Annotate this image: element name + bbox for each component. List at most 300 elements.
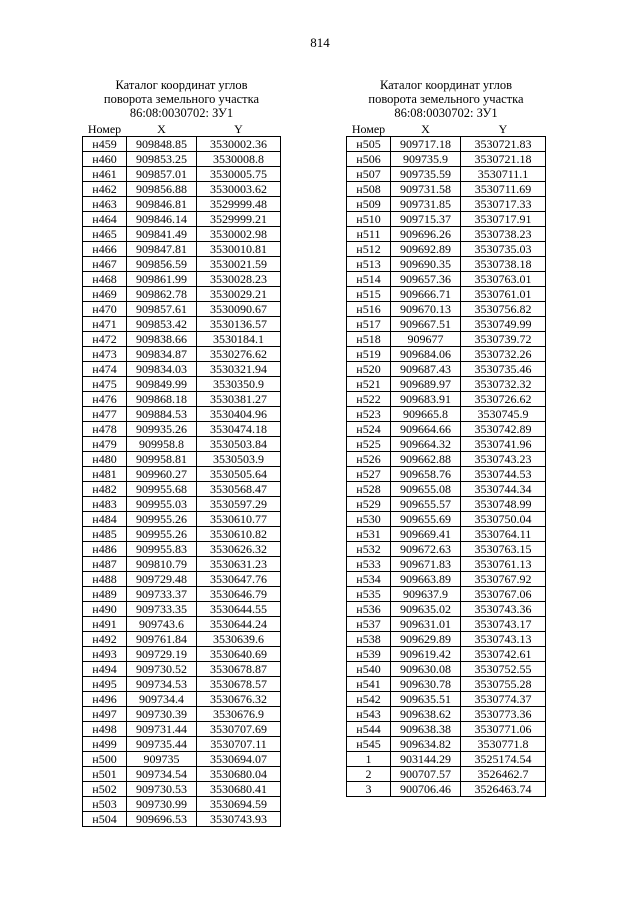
y-coordinate-cell: 3530744.34 (461, 482, 546, 497)
x-coordinate-cell: 909856.59 (127, 257, 197, 272)
y-coordinate-cell: 3530676.9 (197, 707, 281, 722)
table-row (347, 167, 546, 182)
x-coordinate-cell: 909856.88 (127, 182, 197, 197)
y-coordinate-cell: 3530764.11 (461, 527, 546, 542)
y-coordinate-cell: 3530644.24 (197, 617, 281, 632)
y-coordinate-cell: 3530707.69 (197, 722, 281, 737)
y-coordinate-cell: 3530711.1 (461, 167, 546, 182)
point-number-cell: н480 (83, 452, 127, 467)
x-coordinate-cell: 909671.83 (391, 557, 461, 572)
point-number-cell: н523 (347, 407, 391, 422)
y-coordinate-cell: 3530610.82 (197, 527, 281, 542)
page-number: 814 (310, 35, 330, 50)
point-number-cell: н542 (347, 692, 391, 707)
table-row (83, 677, 281, 692)
y-coordinate-cell: 3530763.01 (461, 272, 546, 287)
x-coordinate-cell: 909733.35 (127, 602, 197, 617)
y-coordinate-cell: 3530003.62 (197, 182, 281, 197)
point-number-cell: н541 (347, 677, 391, 692)
table-row (83, 212, 281, 227)
table-row (83, 182, 281, 197)
x-coordinate-cell: 909733.37 (127, 587, 197, 602)
table-row (83, 392, 281, 407)
table-row (347, 287, 546, 302)
table-row (83, 692, 281, 707)
table-row (83, 452, 281, 467)
y-coordinate-cell: 3530568.47 (197, 482, 281, 497)
right-title-line-3: 86:08:0030702: ЗУ1 (394, 106, 498, 120)
x-coordinate-cell: 909655.08 (391, 482, 461, 497)
y-coordinate-cell: 3530739.72 (461, 332, 546, 347)
point-number-cell: н483 (83, 497, 127, 512)
table-row (347, 482, 546, 497)
table-row (347, 392, 546, 407)
point-number-cell: н508 (347, 182, 391, 197)
point-number-cell: 1 (347, 752, 391, 767)
y-coordinate-cell: 3530639.6 (197, 632, 281, 647)
table-row (347, 707, 546, 722)
table-row (83, 812, 281, 827)
right-table-title (346, 78, 546, 120)
point-number-cell: н522 (347, 392, 391, 407)
x-coordinate-cell: 909655.57 (391, 497, 461, 512)
point-number-cell: н515 (347, 287, 391, 302)
y-coordinate-cell: 3530745.9 (461, 407, 546, 422)
point-number-cell: н499 (83, 737, 127, 752)
table-row (83, 302, 281, 317)
point-number-cell: н481 (83, 467, 127, 482)
point-number-cell: н490 (83, 602, 127, 617)
point-number-cell: н533 (347, 557, 391, 572)
x-coordinate-cell: 909730.53 (127, 782, 197, 797)
y-coordinate-cell: 3530726.62 (461, 392, 546, 407)
table-row (347, 632, 546, 647)
x-coordinate-cell: 909955.68 (127, 482, 197, 497)
point-number-cell: н461 (83, 167, 127, 182)
point-number-cell: н460 (83, 152, 127, 167)
point-number-cell: н494 (83, 662, 127, 677)
x-coordinate-cell: 909834.87 (127, 347, 197, 362)
x-coordinate-cell: 909635.51 (391, 692, 461, 707)
x-coordinate-cell: 909857.61 (127, 302, 197, 317)
y-coordinate-cell: 3530680.41 (197, 782, 281, 797)
point-number-cell: н463 (83, 197, 127, 212)
y-coordinate-cell: 3525174.54 (461, 752, 546, 767)
header-x: X (391, 122, 461, 137)
point-number-cell: н543 (347, 707, 391, 722)
table-row (347, 212, 546, 227)
table-row (347, 152, 546, 167)
y-coordinate-cell: 3530767.06 (461, 587, 546, 602)
x-coordinate-cell: 909834.03 (127, 362, 197, 377)
point-number-cell: н477 (83, 407, 127, 422)
point-number-cell: н535 (347, 587, 391, 602)
table-row (83, 707, 281, 722)
point-number-cell: н540 (347, 662, 391, 677)
table-row (347, 542, 546, 557)
x-coordinate-cell: 909861.99 (127, 272, 197, 287)
table-row (83, 647, 281, 662)
y-coordinate-cell: 3530597.29 (197, 497, 281, 512)
x-coordinate-cell: 909849.99 (127, 377, 197, 392)
x-coordinate-cell: 909958.8 (127, 437, 197, 452)
y-coordinate-cell: 3530732.26 (461, 347, 546, 362)
point-number-cell: н538 (347, 632, 391, 647)
table-row (347, 557, 546, 572)
y-coordinate-cell: 3530761.01 (461, 287, 546, 302)
x-coordinate-cell: 909663.89 (391, 572, 461, 587)
right-coordinate-catalog (346, 78, 546, 797)
x-coordinate-cell: 909638.38 (391, 722, 461, 737)
x-coordinate-cell: 909846.81 (127, 197, 197, 212)
point-number-cell: н489 (83, 587, 127, 602)
table-row (347, 587, 546, 602)
x-coordinate-cell: 909664.66 (391, 422, 461, 437)
table-row (83, 272, 281, 287)
x-coordinate-cell: 909731.85 (391, 197, 461, 212)
y-coordinate-cell: 3530028.23 (197, 272, 281, 287)
y-coordinate-cell: 3530774.37 (461, 692, 546, 707)
y-coordinate-cell: 3530755.28 (461, 677, 546, 692)
table-row (83, 422, 281, 437)
y-coordinate-cell: 3530743.13 (461, 632, 546, 647)
y-coordinate-cell: 3530744.53 (461, 467, 546, 482)
point-number-cell: 2 (347, 767, 391, 782)
y-coordinate-cell: 3530742.89 (461, 422, 546, 437)
point-number-cell: н512 (347, 242, 391, 257)
y-coordinate-cell: 3530743.17 (461, 617, 546, 632)
x-coordinate-cell: 909734.53 (127, 677, 197, 692)
table-row (347, 512, 546, 527)
x-coordinate-cell: 909689.97 (391, 377, 461, 392)
y-coordinate-cell: 3530743.93 (197, 812, 281, 827)
table-row (347, 617, 546, 632)
y-coordinate-cell: 3530721.83 (461, 137, 546, 152)
point-number-cell: н532 (347, 542, 391, 557)
table-row (83, 467, 281, 482)
x-coordinate-cell: 909857.01 (127, 167, 197, 182)
x-coordinate-cell: 909629.89 (391, 632, 461, 647)
table-row (83, 527, 281, 542)
table-row (347, 722, 546, 737)
y-coordinate-cell: 3530646.79 (197, 587, 281, 602)
table-row (83, 407, 281, 422)
point-number-cell: н504 (83, 812, 127, 827)
table-row (347, 362, 546, 377)
x-coordinate-cell: 909955.26 (127, 512, 197, 527)
table-row (347, 407, 546, 422)
point-number-cell: н493 (83, 647, 127, 662)
x-coordinate-cell: 909862.78 (127, 287, 197, 302)
table-row (83, 482, 281, 497)
point-number-cell: н459 (83, 137, 127, 152)
x-coordinate-cell: 909631.01 (391, 617, 461, 632)
point-number-cell: н537 (347, 617, 391, 632)
y-coordinate-cell: 3530136.57 (197, 317, 281, 332)
x-coordinate-cell: 909729.48 (127, 572, 197, 587)
table-row (83, 152, 281, 167)
point-number-cell: н465 (83, 227, 127, 242)
table-row (347, 467, 546, 482)
right-title-line-2: поворота земельного участка (368, 92, 524, 106)
table-row (347, 782, 546, 797)
x-coordinate-cell: 909729.19 (127, 647, 197, 662)
y-coordinate-cell: 3530680.04 (197, 767, 281, 782)
point-number-cell: н528 (347, 482, 391, 497)
x-coordinate-cell: 909846.14 (127, 212, 197, 227)
table-row (347, 272, 546, 287)
x-coordinate-cell: 909630.08 (391, 662, 461, 677)
x-coordinate-cell: 903144.29 (391, 752, 461, 767)
x-coordinate-cell: 909730.99 (127, 797, 197, 812)
x-coordinate-cell: 909734.54 (127, 767, 197, 782)
x-coordinate-cell: 909958.81 (127, 452, 197, 467)
table-row (347, 662, 546, 677)
table-row (347, 317, 546, 332)
y-coordinate-cell: 3530021.59 (197, 257, 281, 272)
table-row (347, 437, 546, 452)
point-number-cell: н536 (347, 602, 391, 617)
y-coordinate-cell: 3530631.23 (197, 557, 281, 572)
y-coordinate-cell: 3530711.69 (461, 182, 546, 197)
point-number-cell: н485 (83, 527, 127, 542)
point-number-cell: н492 (83, 632, 127, 647)
y-coordinate-cell: 3530644.55 (197, 602, 281, 617)
y-coordinate-cell: 3529999.48 (197, 197, 281, 212)
table-row (347, 602, 546, 617)
header-x: X (127, 122, 197, 137)
y-coordinate-cell: 3530694.59 (197, 797, 281, 812)
point-number-cell: н514 (347, 272, 391, 287)
x-coordinate-cell: 909687.43 (391, 362, 461, 377)
table-row (83, 257, 281, 272)
x-coordinate-cell: 909672.63 (391, 542, 461, 557)
y-coordinate-cell: 3530002.36 (197, 137, 281, 152)
y-coordinate-cell: 3530750.04 (461, 512, 546, 527)
x-coordinate-cell: 900706.46 (391, 782, 461, 797)
table-row (83, 377, 281, 392)
x-coordinate-cell: 909683.91 (391, 392, 461, 407)
table-row (347, 242, 546, 257)
table-row (83, 632, 281, 647)
point-number-cell: н474 (83, 362, 127, 377)
y-coordinate-cell: 3530771.8 (461, 737, 546, 752)
y-coordinate-cell: 3530743.23 (461, 452, 546, 467)
x-coordinate-cell: 909761.84 (127, 632, 197, 647)
header-y: Y (197, 122, 281, 137)
y-coordinate-cell: 3530647.76 (197, 572, 281, 587)
x-coordinate-cell: 900707.57 (391, 767, 461, 782)
x-coordinate-cell: 909731.58 (391, 182, 461, 197)
table-row (347, 767, 546, 782)
point-number-cell: н527 (347, 467, 391, 482)
point-number-cell: н468 (83, 272, 127, 287)
point-number-cell: н520 (347, 362, 391, 377)
y-coordinate-cell: 3530676.32 (197, 692, 281, 707)
y-coordinate-cell: 3530735.03 (461, 242, 546, 257)
x-coordinate-cell: 909734.4 (127, 692, 197, 707)
y-coordinate-cell: 3530276.62 (197, 347, 281, 362)
right-table-body (347, 137, 546, 797)
left-table-title (82, 78, 281, 120)
x-coordinate-cell: 909853.42 (127, 317, 197, 332)
y-coordinate-cell: 3530773.36 (461, 707, 546, 722)
point-number-cell: н521 (347, 377, 391, 392)
point-number-cell: н491 (83, 617, 127, 632)
point-number-cell: н519 (347, 347, 391, 362)
point-number-cell: н517 (347, 317, 391, 332)
point-number-cell: н506 (347, 152, 391, 167)
y-coordinate-cell: 3530381.27 (197, 392, 281, 407)
x-coordinate-cell: 909847.81 (127, 242, 197, 257)
table-row (83, 602, 281, 617)
point-number-cell: н530 (347, 512, 391, 527)
point-number-cell: н518 (347, 332, 391, 347)
table-row (83, 167, 281, 182)
y-coordinate-cell: 3530640.69 (197, 647, 281, 662)
left-coordinate-catalog (82, 78, 281, 827)
table-row (83, 587, 281, 602)
table-row (347, 182, 546, 197)
y-coordinate-cell: 3530678.57 (197, 677, 281, 692)
x-coordinate-cell: 909935.26 (127, 422, 197, 437)
point-number-cell: н495 (83, 677, 127, 692)
table-row (83, 662, 281, 677)
x-coordinate-cell: 909635.02 (391, 602, 461, 617)
table-row (347, 752, 546, 767)
y-coordinate-cell: 3530721.18 (461, 152, 546, 167)
table-row (83, 617, 281, 632)
right-title-line-1: Каталог координат углов (379, 78, 513, 92)
x-coordinate-cell: 909670.13 (391, 302, 461, 317)
point-number-cell: н484 (83, 512, 127, 527)
point-number-cell: н513 (347, 257, 391, 272)
x-coordinate-cell: 909731.44 (127, 722, 197, 737)
point-number-cell: н539 (347, 647, 391, 662)
y-coordinate-cell: 3530321.94 (197, 362, 281, 377)
y-coordinate-cell: 3530008.8 (197, 152, 281, 167)
x-coordinate-cell: 909730.39 (127, 707, 197, 722)
left-title-line-1: Каталог координат углов (115, 78, 248, 92)
y-coordinate-cell: 3530404.96 (197, 407, 281, 422)
x-coordinate-cell: 909666.71 (391, 287, 461, 302)
y-coordinate-cell: 3530742.61 (461, 647, 546, 662)
y-coordinate-cell: 3530707.11 (197, 737, 281, 752)
table-row (347, 527, 546, 542)
x-coordinate-cell: 909638.62 (391, 707, 461, 722)
y-coordinate-cell: 3530732.32 (461, 377, 546, 392)
point-number-cell: н545 (347, 737, 391, 752)
y-coordinate-cell: 3530002.98 (197, 227, 281, 242)
point-number-cell: н464 (83, 212, 127, 227)
table-row (347, 452, 546, 467)
x-coordinate-cell: 909696.26 (391, 227, 461, 242)
left-table-body (83, 137, 281, 827)
point-number-cell: н479 (83, 437, 127, 452)
x-coordinate-cell: 909960.27 (127, 467, 197, 482)
point-number-cell: н525 (347, 437, 391, 452)
left-title-line-2: поворота земельного участка (103, 92, 260, 106)
header-number: Номер (83, 122, 127, 137)
x-coordinate-cell: 909692.89 (391, 242, 461, 257)
y-coordinate-cell: 3530005.75 (197, 167, 281, 182)
header-number: Номер (347, 122, 391, 137)
table-row (83, 332, 281, 347)
table-row (83, 797, 281, 812)
table-row (347, 647, 546, 662)
point-number-cell: н505 (347, 137, 391, 152)
left-title-line-3: 86:08:0030702: ЗУ1 (129, 106, 234, 120)
point-number-cell: н469 (83, 287, 127, 302)
point-number-cell: н497 (83, 707, 127, 722)
y-coordinate-cell: 3530767.92 (461, 572, 546, 587)
point-number-cell: н500 (83, 752, 127, 767)
x-coordinate-cell: 909955.26 (127, 527, 197, 542)
x-coordinate-cell: 909665.8 (391, 407, 461, 422)
point-number-cell: н531 (347, 527, 391, 542)
point-number-cell: н510 (347, 212, 391, 227)
point-number-cell: н486 (83, 542, 127, 557)
point-number-cell: 3 (347, 782, 391, 797)
header-y: Y (461, 122, 546, 137)
x-coordinate-cell: 909637.9 (391, 587, 461, 602)
y-coordinate-cell: 3530503.9 (197, 452, 281, 467)
table-row (83, 512, 281, 527)
table-row (83, 197, 281, 212)
point-number-cell: н487 (83, 557, 127, 572)
y-coordinate-cell: 3529999.21 (197, 212, 281, 227)
x-coordinate-cell: 909630.78 (391, 677, 461, 692)
point-number-cell: н472 (83, 332, 127, 347)
left-coordinate-table (82, 122, 281, 827)
table-row (83, 752, 281, 767)
x-coordinate-cell: 909955.03 (127, 497, 197, 512)
table-row (347, 347, 546, 362)
y-coordinate-cell: 3530749.99 (461, 317, 546, 332)
point-number-cell: н502 (83, 782, 127, 797)
point-number-cell: н526 (347, 452, 391, 467)
y-coordinate-cell: 3530752.55 (461, 662, 546, 677)
table-header-row (347, 122, 546, 137)
x-coordinate-cell: 909735 (127, 752, 197, 767)
x-coordinate-cell: 909655.69 (391, 512, 461, 527)
point-number-cell: н478 (83, 422, 127, 437)
table-row (347, 227, 546, 242)
y-coordinate-cell: 3530505.64 (197, 467, 281, 482)
table-row (347, 737, 546, 752)
table-row (347, 137, 546, 152)
x-coordinate-cell: 909730.52 (127, 662, 197, 677)
table-row (347, 377, 546, 392)
x-coordinate-cell: 909634.82 (391, 737, 461, 752)
table-row (347, 692, 546, 707)
y-coordinate-cell: 3526463.74 (461, 782, 546, 797)
x-coordinate-cell: 909664.32 (391, 437, 461, 452)
point-number-cell: н496 (83, 692, 127, 707)
point-number-cell: н470 (83, 302, 127, 317)
x-coordinate-cell: 909743.6 (127, 617, 197, 632)
y-coordinate-cell: 3530029.21 (197, 287, 281, 302)
table-row (347, 332, 546, 347)
x-coordinate-cell: 909853.25 (127, 152, 197, 167)
table-row (83, 347, 281, 362)
x-coordinate-cell: 909667.51 (391, 317, 461, 332)
table-row (83, 767, 281, 782)
point-number-cell: н524 (347, 422, 391, 437)
x-coordinate-cell: 909955.83 (127, 542, 197, 557)
table-row (347, 677, 546, 692)
point-number-cell: н482 (83, 482, 127, 497)
